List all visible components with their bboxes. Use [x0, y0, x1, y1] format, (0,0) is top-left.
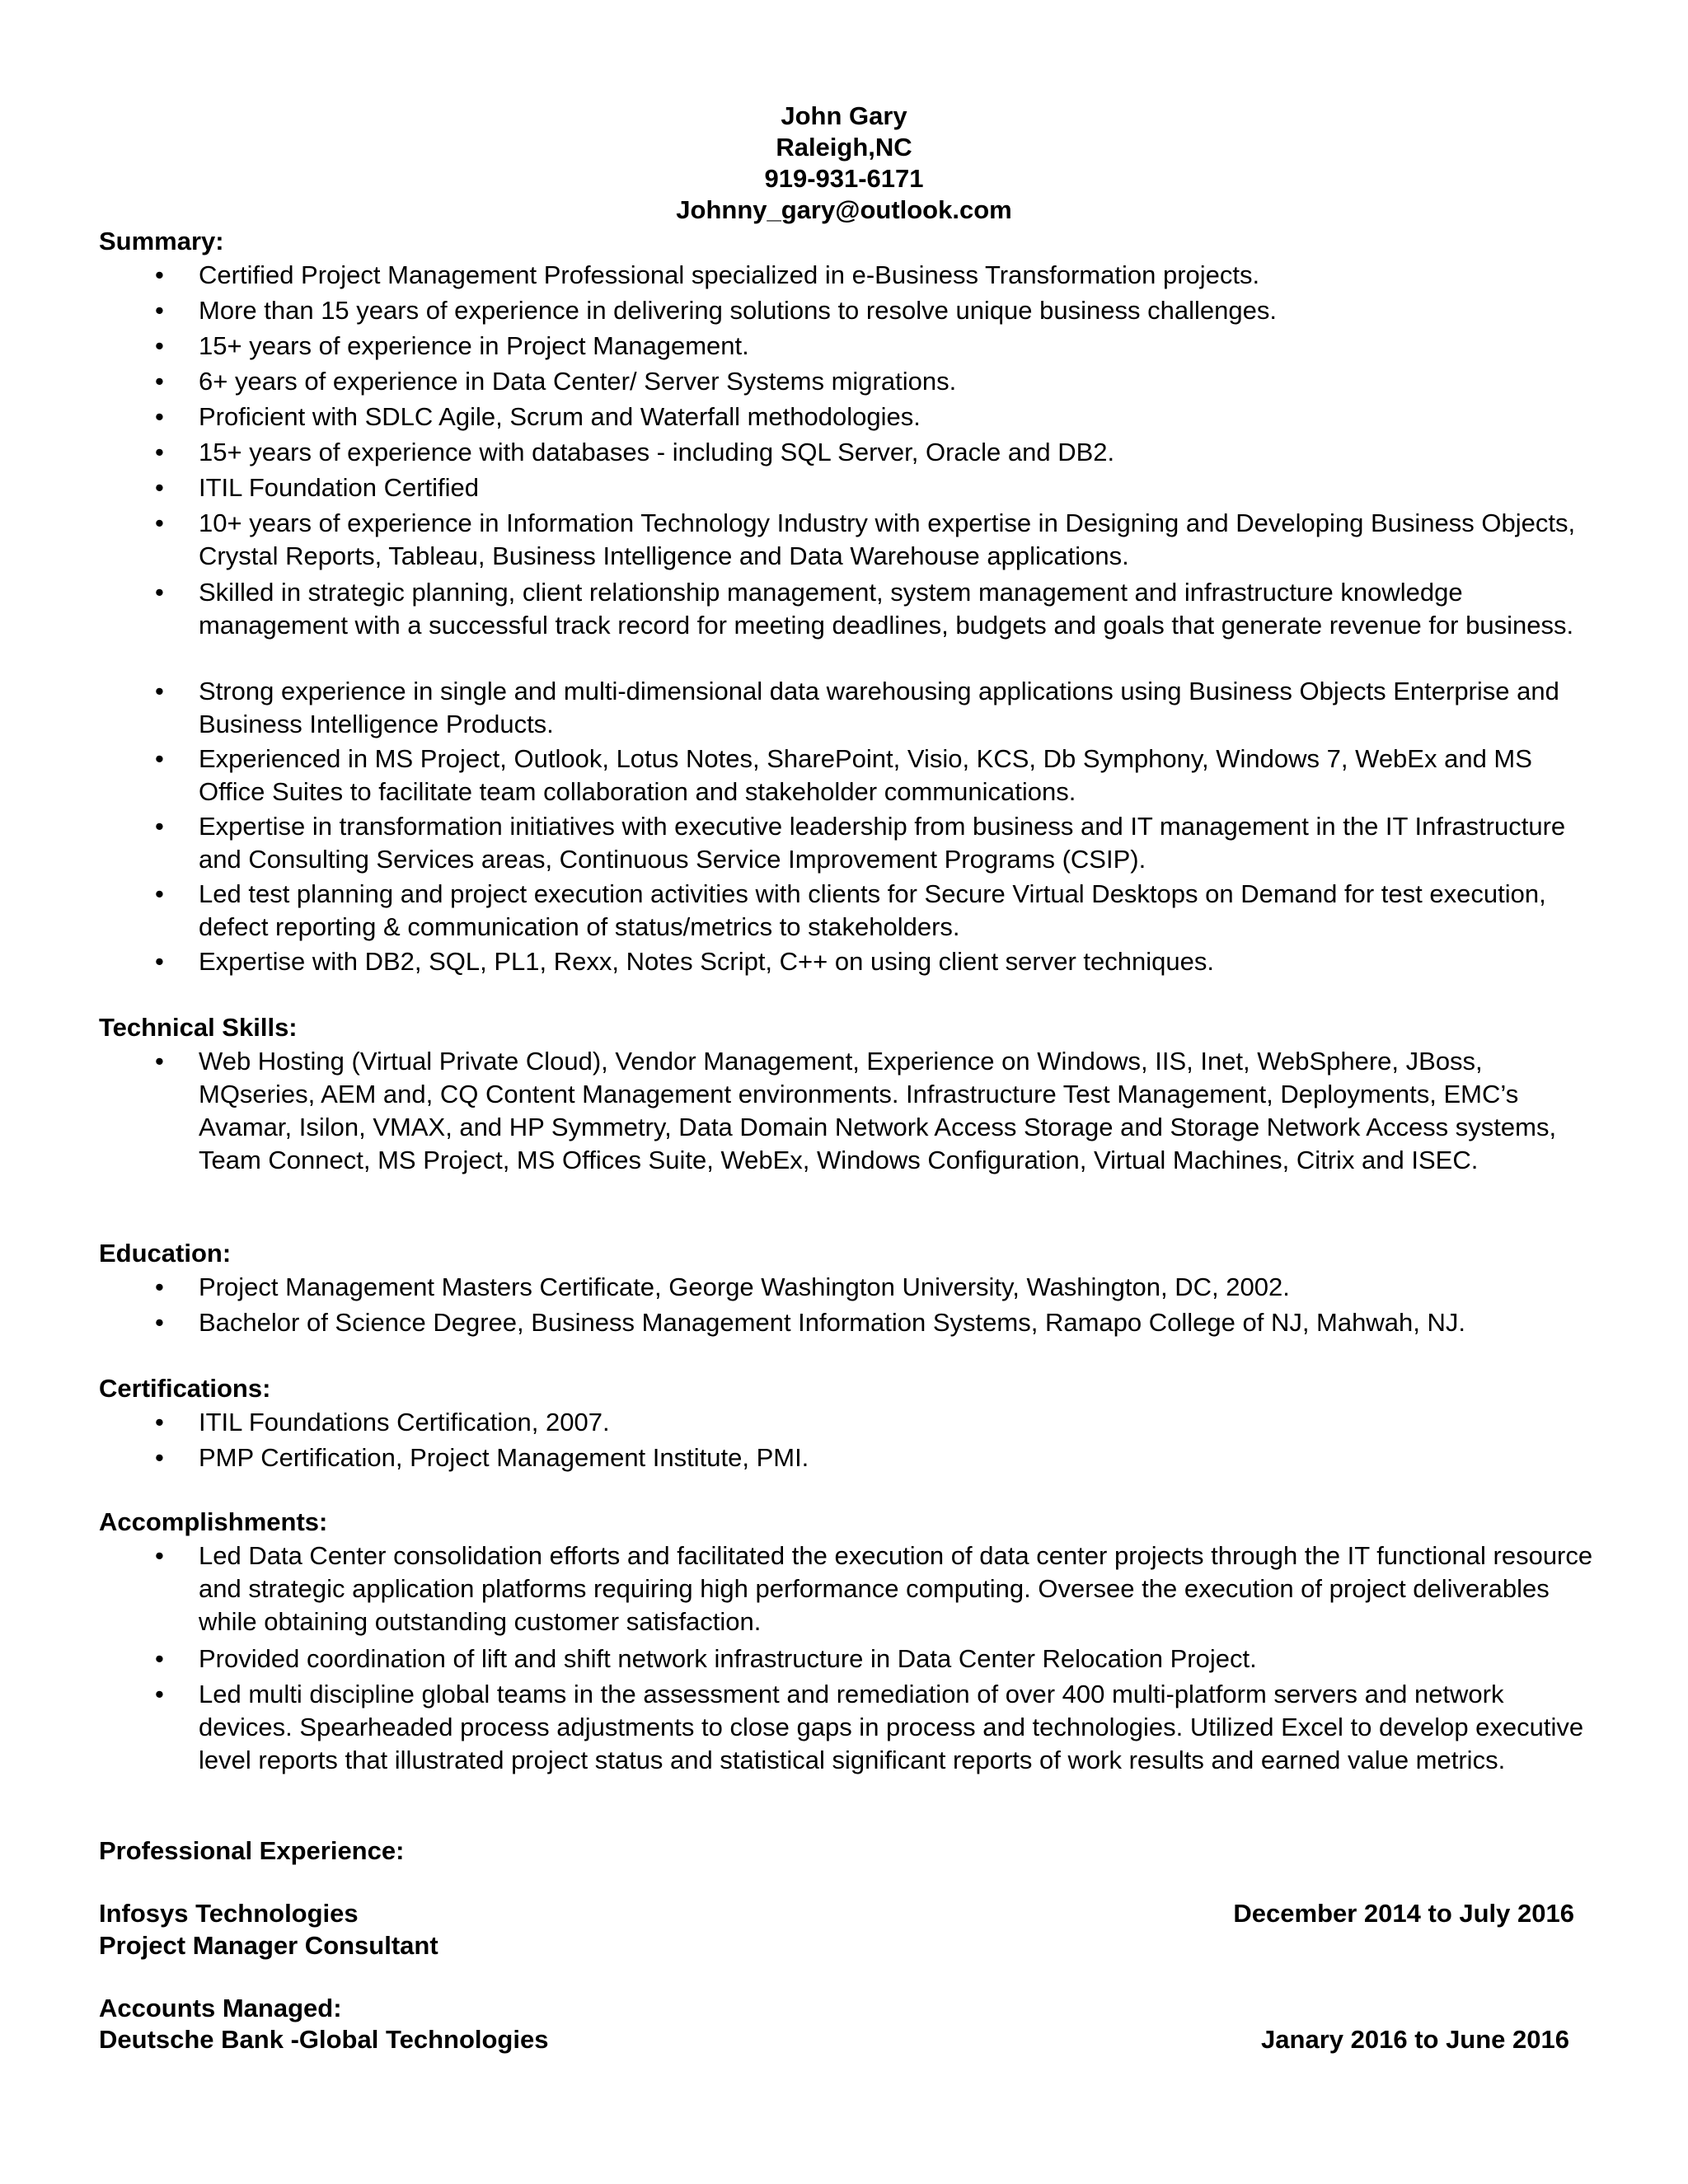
summary-item: • Experienced in MS Project, Outlook, Lotus Notes, SharePoint, Visio, KCS, Db Symphony, Windows 7, WebEx and MS Office Suites to facilitate team collaboration and stakeholder communications.: [155, 744, 1532, 806]
bullet-icon: •: [155, 879, 164, 908]
bullet-icon: •: [155, 1308, 164, 1337]
bullet-icon: •: [155, 331, 164, 360]
account-dates: Janary 2016 to June 2016: [1261, 2025, 1569, 2054]
education-item: • Bachelor of Science Degree, Business Management Information Systems, Ramapo College of NJ, Mahwah, NJ.: [99, 1306, 1599, 1342]
certifications-item: • PMP Certification, Project Management Institute, PMI.: [99, 1441, 1599, 1477]
account-row: [99, 2024, 1569, 2055]
role-title: Project Manager Consultant: [99, 1931, 438, 1960]
summary-item: • Proficient with SDLC Agile, Scrum and Waterfall methodologies.: [99, 401, 1599, 436]
summary-item: • Certified Project Management Professional specialized in e-Business Transformation projects.: [99, 259, 1599, 294]
summary-heading: Summary:: [99, 227, 224, 255]
summary-item: • Skilled in strategic planning, client relationship management, system management and infrastructure knowledge management with a successful track record for meeting deadlines, budgets and goals that generate revenue for business.: [155, 578, 1574, 640]
account-name: Deutsche Bank -Global Technologies: [99, 2025, 549, 2054]
certifications-item: • ITIL Foundations Certification, 2007.: [99, 1406, 1599, 1441]
summary-item: • Led test planning and project execution activities with clients for Secure Virtual Desktops on Demand for test execution, defect reporting & communication of status/metrics to stakeholders.: [155, 879, 1546, 941]
summary-item: • 6+ years of experience in Data Center/ Server Systems migrations.: [99, 365, 1599, 401]
bullet-icon: •: [155, 1644, 164, 1673]
bullet-icon: •: [155, 509, 164, 537]
candidate-name: John Gary: [781, 101, 907, 130]
summary-list: [99, 259, 1599, 981]
certifications-heading: Certifications:: [99, 1374, 271, 1403]
company-name: Infosys Technologies: [99, 1899, 359, 1928]
bullet-icon: •: [155, 1541, 164, 1570]
education-item: • Project Management Masters Certificate, George Washington University, Washington, DC, 2002.: [99, 1271, 1599, 1306]
bullet-icon: •: [155, 260, 164, 289]
bullet-icon: •: [155, 402, 164, 431]
bullet-icon: •: [155, 812, 164, 841]
accomplishments-item: • Led Data Center consolidation efforts and facilitated the execution of data center projects through the IT functional resource and strategic application platforms requiring high performance computing. Oversee the execution of project deliverables while obtaining outstanding customer satisfaction.: [155, 1541, 1593, 1636]
bullet-icon: •: [155, 1443, 164, 1472]
experience-role-row: [99, 1930, 1574, 1961]
bullet-icon: •: [155, 578, 164, 607]
candidate-location: Raleigh,NC: [776, 133, 912, 162]
accomplishments-list: [99, 1540, 1599, 1777]
accomplishments-item: • Led multi discipline global teams in the assessment and remediation of over 400 multi-platform servers and network devices. Spearheaded process adjustments to close gaps in process and technologies. Utilized Excel to develop executive level reports that illustrated project status and statistical significant reports of work results and earned value metrics.: [155, 1680, 1584, 1774]
company-dates: December 2014 to July 2016: [1233, 1899, 1574, 1928]
candidate-email: Johnny_gary@outlook.com: [676, 195, 1012, 224]
summary-item: • Expertise with DB2, SQL, PL1, Rexx, Notes Script, C++ on using client server techniques.: [99, 945, 1599, 981]
bullet-icon: •: [155, 677, 164, 705]
experience-company-row: [99, 1898, 1574, 1929]
bullet-icon: •: [155, 1680, 164, 1708]
summary-item: • 15+ years of experience in Project Management.: [99, 330, 1599, 365]
accomplishments-heading: Accomplishments:: [99, 1507, 328, 1536]
technical-skills-list: [99, 1045, 1599, 1177]
summary-item: • 15+ years of experience with databases - including SQL Server, Oracle and DB2.: [99, 436, 1599, 471]
accounts-heading: Accounts Managed:: [99, 1994, 342, 2022]
bullet-icon: •: [155, 744, 164, 773]
bullet-icon: •: [155, 473, 164, 502]
bullet-icon: •: [155, 296, 164, 325]
resume-header: [0, 101, 1688, 226]
bullet-icon: •: [155, 1408, 164, 1436]
technical-skills-item: • Web Hosting (Virtual Private Cloud), Vendor Management, Experience on Windows, IIS, Inet, WebSphere, JBoss, MQseries, AEM and, CQ Content Management environments. Infrastructure Test Management, Deployments, EMC’s Avamar, Isilon, VMAX, and HP Symmetry, Data Domain Network Access Storage and Storage Network Access systems, Team Connect, MS Project, MS Offices Suite, WebEx, Windows Configuration, Virtual Machines, Citrix and ISEC.: [155, 1047, 1557, 1174]
accomplishments-item: • Provided coordination of lift and shift network infrastructure in Data Center Relocation Project.: [99, 1643, 1599, 1678]
accounts-heading-row: [99, 1993, 1574, 2024]
education-heading: Education:: [99, 1239, 232, 1268]
bullet-icon: •: [155, 1047, 164, 1076]
summary-item: • 10+ years of experience in Information Technology Industry with expertise in Designing and Developing Business Objects, Crystal Reports, Tableau, Business Intelligence and Data Warehouse applications.: [155, 509, 1576, 570]
summary-item: • More than 15 years of experience in delivering solutions to resolve unique business challenges.: [99, 294, 1599, 330]
experience-heading: Professional Experience:: [99, 1836, 405, 1865]
technical-skills-heading: Technical Skills:: [99, 1013, 298, 1042]
summary-item: • ITIL Foundation Certified: [99, 471, 1599, 507]
education-list: [99, 1271, 1599, 1342]
candidate-phone: 919-931-6171: [764, 164, 924, 193]
summary-item: • Strong experience in single and multi-dimensional data warehousing applications using Business Objects Enterprise and Business Intelligence Products.: [155, 677, 1559, 738]
bullet-icon: •: [155, 947, 164, 976]
bullet-icon: •: [155, 438, 164, 466]
summary-item: • Expertise in transformation initiatives with executive leadership from business and IT management in the IT Infrastructure and Consulting Services areas, Continuous Service Improvement Programs (CSIP).: [155, 812, 1566, 874]
bullet-icon: •: [155, 1272, 164, 1301]
bullet-icon: •: [155, 367, 164, 396]
certifications-list: [99, 1406, 1599, 1477]
